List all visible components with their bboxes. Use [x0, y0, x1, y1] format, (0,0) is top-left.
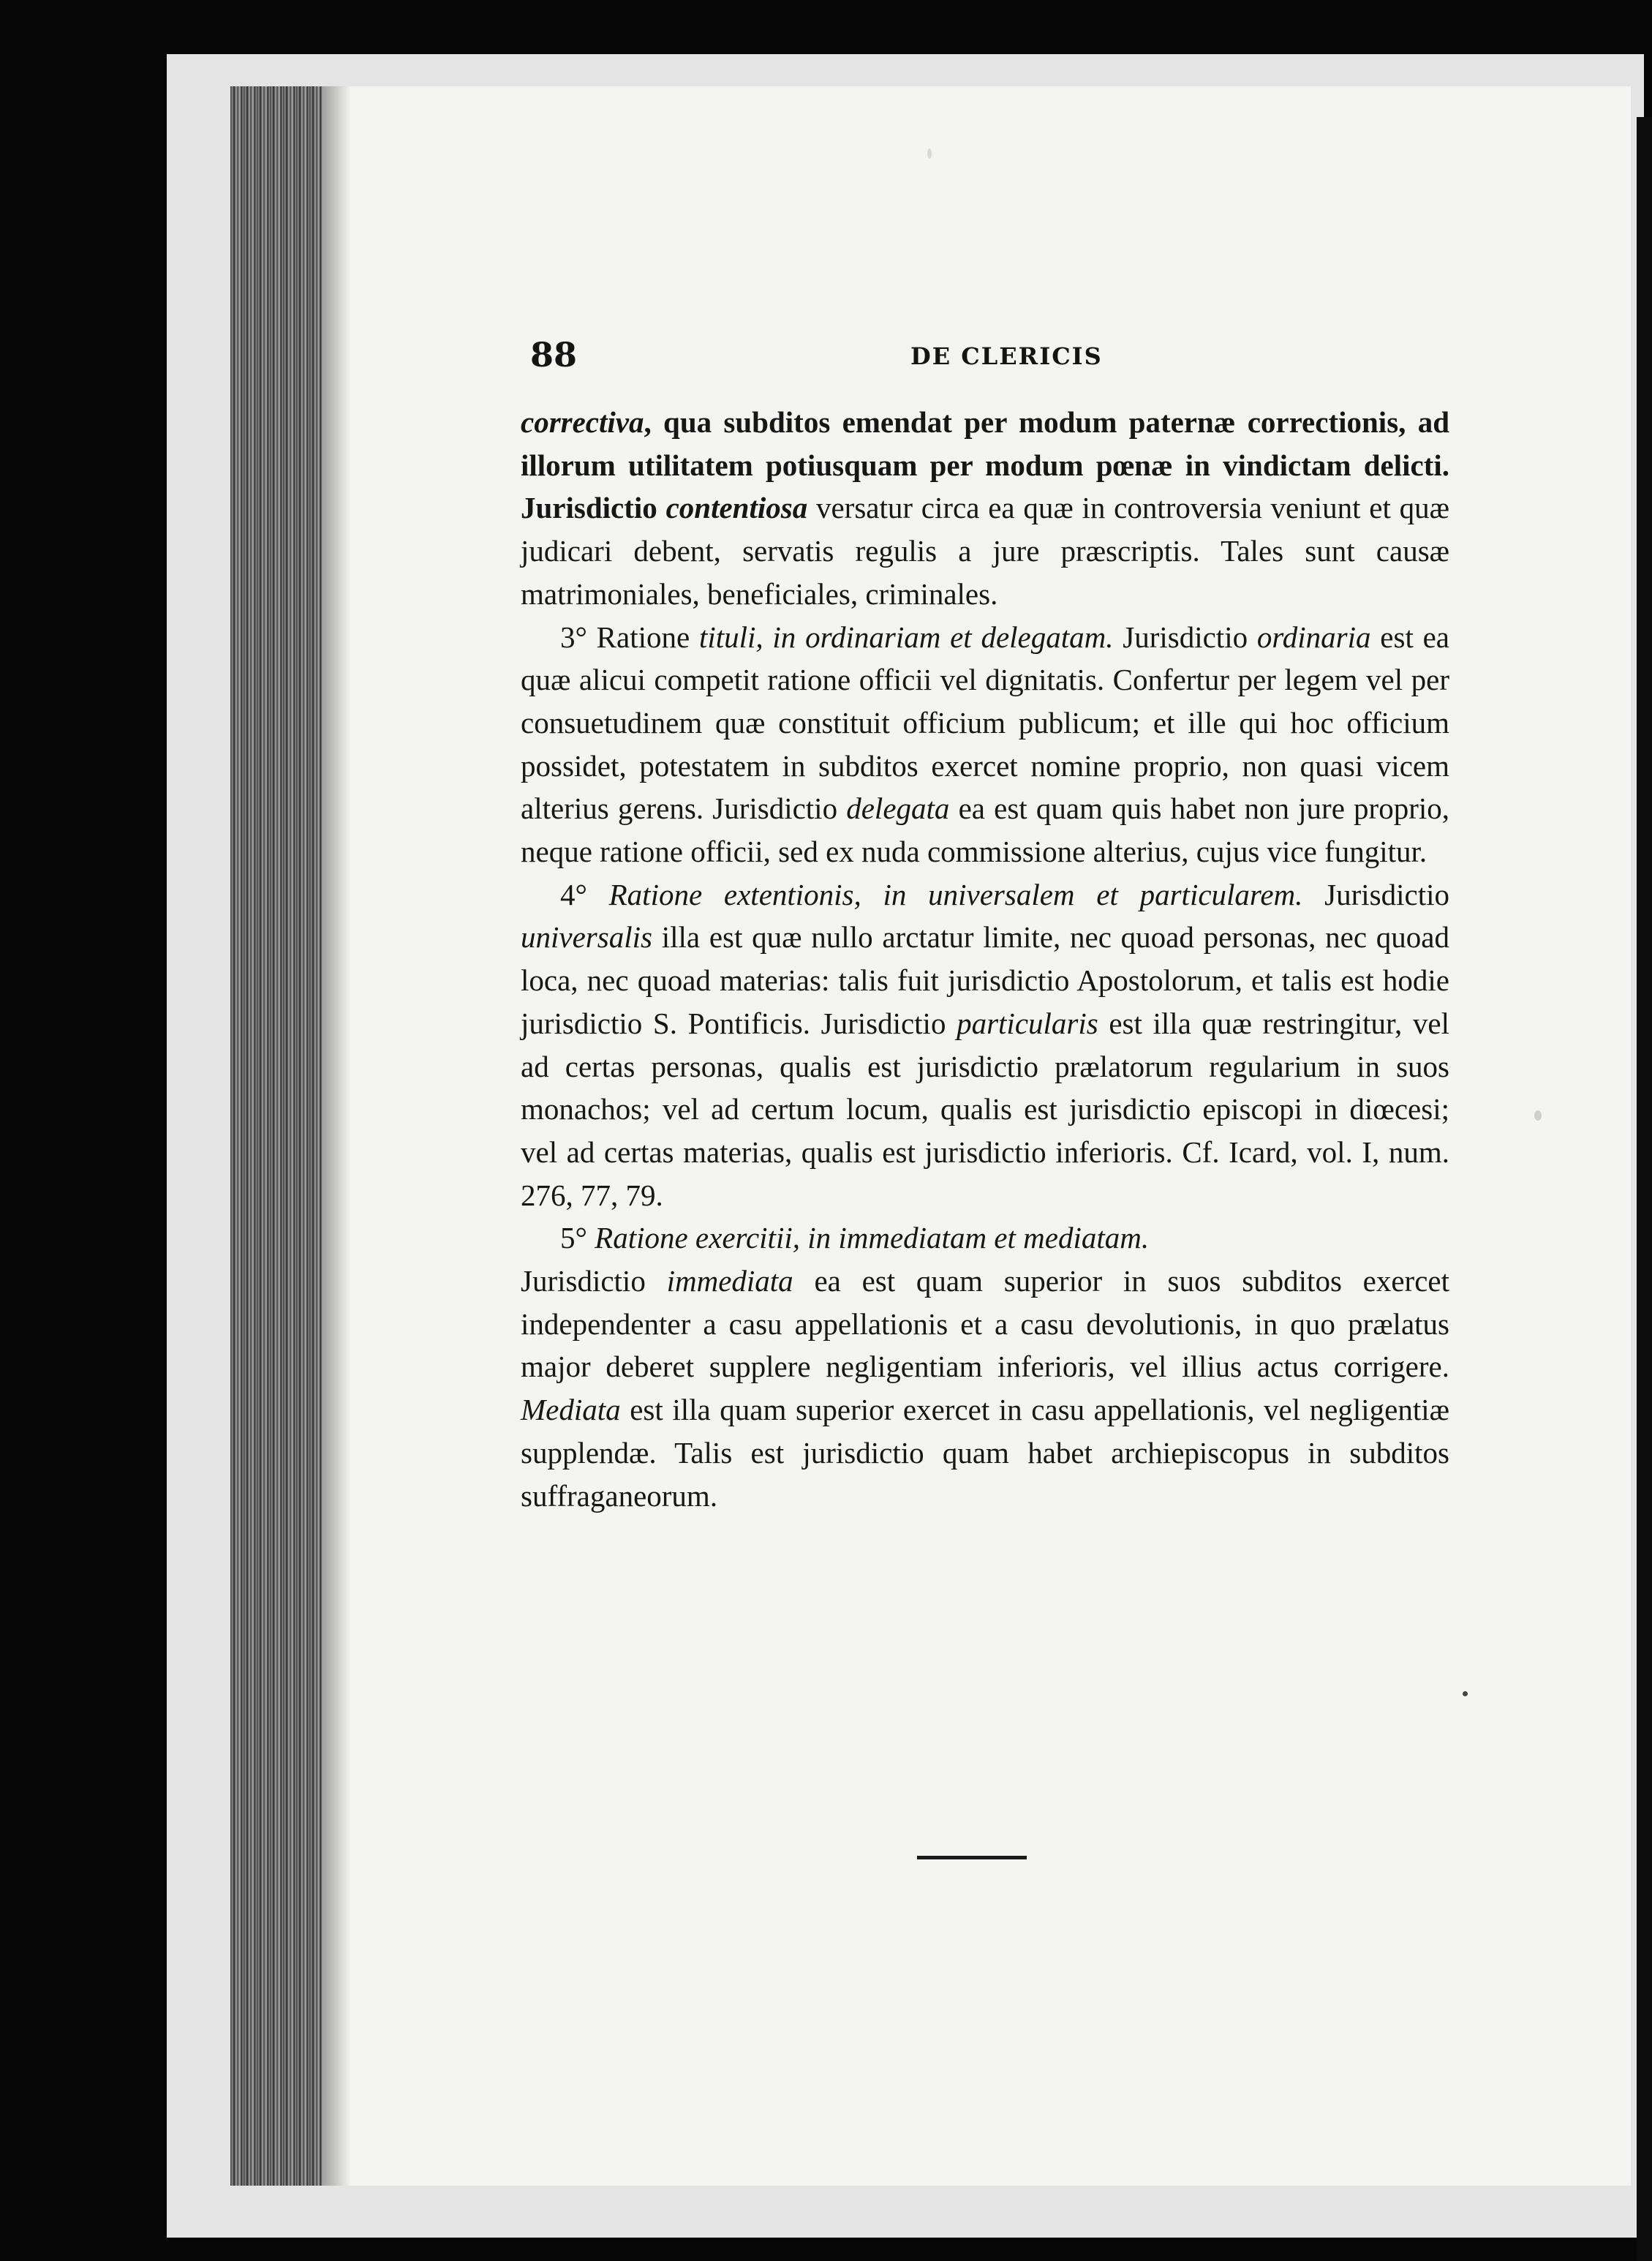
text-segment: 4° [560, 877, 609, 911]
adjacent-page-edge [1637, 117, 1652, 2261]
page-header [530, 335, 1452, 379]
paragraph [521, 401, 1449, 616]
paragraph [521, 873, 1449, 1217]
page-number: 88 [530, 335, 578, 375]
text-segment: Jurisdictio [1113, 620, 1257, 654]
text-segment: versatur circa ea quæ in controversia veniunt et quæ judicari debent, servatis regulis a jure præscriptis. Tales sunt causæ matrimoniales, beneficiales, criminales. [521, 491, 1449, 611]
text-segment: delegata [846, 791, 950, 826]
text-segment: contentiosa [665, 491, 808, 525]
text-segment: illa est quæ nullo arctatur limite, nec quoad personas, nec quoad loca, nec quoad materias: talis fuit jurisdictio Apostolorum, et talis est hodie jurisdictio S. Pontificis. Jurisdictio [521, 920, 1449, 1040]
paragraph [521, 616, 1449, 873]
paper-speck [1463, 1691, 1468, 1696]
spine-shadow [322, 86, 351, 2186]
text-segment: immediata [666, 1264, 793, 1298]
text-segment: Jurisdictio [521, 1264, 667, 1298]
text-segment: Ratione exercitii, in immediatam et mediatam. [595, 1221, 1150, 1255]
text-segment: ea est quam superior in suos subditos exercet independenter a casu appellationis et a casu devolutionis, in quo prælatus major deberet supplere negligentiam inferioris, vel illius actus corrigere. [521, 1264, 1449, 1384]
paragraph [521, 1260, 1449, 1517]
book-page-edges [230, 86, 329, 2186]
paragraph [521, 1216, 1449, 1260]
text-segment: ordinaria [1256, 620, 1371, 654]
body-text [521, 401, 1449, 1517]
paper-speck [927, 148, 932, 159]
text-segment: est illa quam superior exercet in casu appellationis, vel negligentiæ supplendæ. Talis est jurisdictio quam habet archiepiscopus in subditos suffraganeorum. [521, 1393, 1449, 1513]
text-segment: est illa quæ restringitur, vel ad certas personas, qualis est jurisdictio prælatorum regularium in suos monachos; vel ad certum locum, qualis est jurisdictio episcopi in diœcesi; vel ad certas materias, qualis est jurisdictio inferioris. Cf. Icard, vol. I, num. 276, 77, 79. [521, 1006, 1449, 1212]
text-segment: universalis [521, 920, 652, 955]
paper-speck [1534, 1110, 1542, 1121]
text-segment: ea est quam quis habet non jure proprio, neque ratione officii, sed ex nuda commissione alterius, cujus vice fungitur. [521, 791, 1450, 869]
text-segment: correctiva [521, 405, 644, 439]
text-segment: particularis [957, 1006, 1098, 1040]
text-segment: Mediata [521, 1393, 621, 1427]
section-end-rule [917, 1856, 1027, 1859]
text-segment: , qua subditos emendat per modum paternæ correctionis, ad illorum utilitatem potiusquam per modum pœnæ in vindictam delicti. Jurisdictio [521, 405, 1449, 525]
text-segment: Jurisdictio [1302, 877, 1449, 911]
running-head: DE CLERICIS [910, 342, 1103, 370]
text-segment: est ea quæ alicui competit ratione officii vel dignitatis. Confertur per legem vel per consuetudinem quæ constituit officium publicum; et ille qui hoc officium possidet, potestatem in subditos exercet nomine proprio, non quasi vicem alterius gerens. Jurisdictio [521, 620, 1449, 826]
text-segment: tituli, in ordinariam et delegatam. [698, 620, 1114, 654]
text-segment: 5° [560, 1221, 595, 1255]
text-segment: 3° Ratione [560, 620, 699, 654]
text-segment: Ratione extentionis, in universalem et particularem. [608, 877, 1303, 911]
